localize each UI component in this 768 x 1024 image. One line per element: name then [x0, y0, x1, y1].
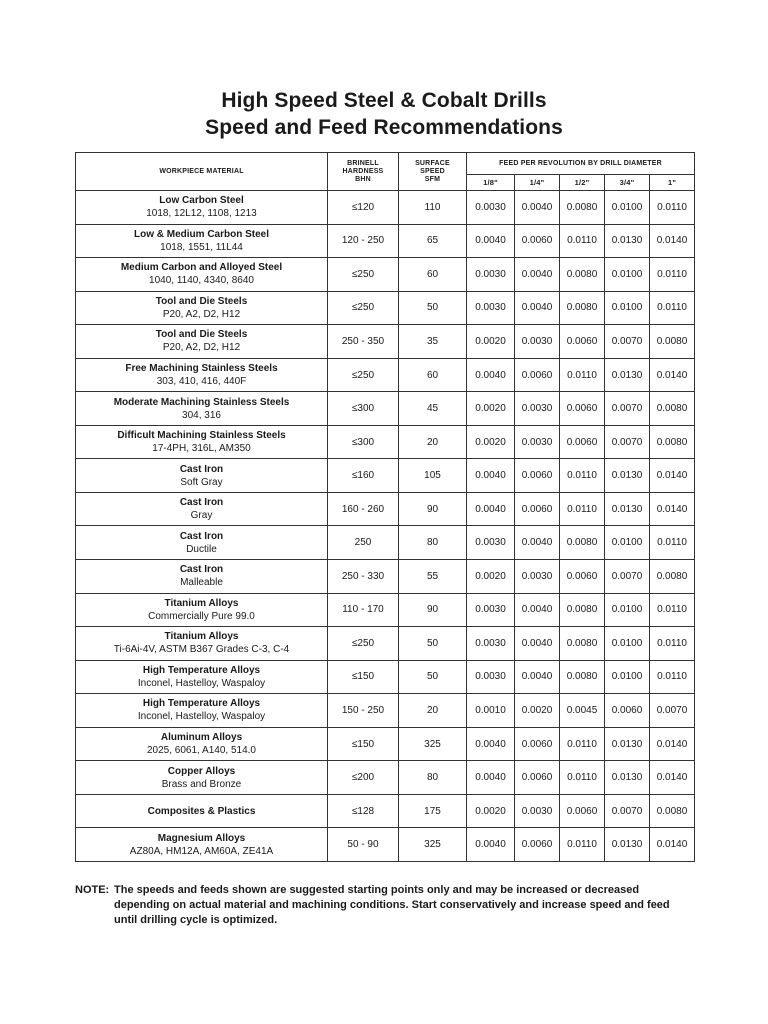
- material-cell: [76, 291, 328, 325]
- material-grades: 17-4PH, 316L, AM350: [152, 443, 251, 455]
- material-grades: Malleable: [180, 577, 223, 589]
- feed-cell: 0.0140: [650, 492, 695, 526]
- feed-cell: 0.0140: [650, 828, 695, 862]
- feed-cell: 0.0110: [650, 526, 695, 560]
- speed-feed-table: [75, 152, 695, 862]
- brinell-hardness-cell: ≤300: [328, 425, 399, 459]
- table-row: [76, 459, 695, 493]
- note-label: NOTE:: [75, 884, 110, 896]
- feed-cell: 0.0110: [650, 593, 695, 627]
- material-grades: 1018, 1551, 11L44: [160, 241, 243, 253]
- material-cell: [76, 828, 328, 862]
- material-name: Magnesium Alloys: [157, 832, 246, 844]
- brinell-hardness-cell: 110 - 170: [328, 593, 399, 627]
- feed-cell: 0.0060: [560, 560, 605, 594]
- feed-cell: 0.0060: [515, 459, 560, 493]
- feed-cell: 0.0100: [605, 526, 650, 560]
- feed-cell: 0.0030: [467, 660, 515, 694]
- material-name: High Temperature Alloys: [142, 664, 261, 676]
- material-cell: [76, 761, 328, 795]
- feed-cell: 0.0060: [515, 727, 560, 761]
- feed-cell: 0.0060: [560, 325, 605, 359]
- feed-cell: 0.0020: [467, 425, 515, 459]
- brinell-hardness-cell: ≤160: [328, 459, 399, 493]
- material-name: Cast Iron: [179, 497, 224, 509]
- header-brinell-line: BRINELL: [347, 159, 379, 167]
- feed-cell: 0.0130: [605, 492, 650, 526]
- material-grades: P20, A2, D2, H12: [162, 308, 241, 320]
- table-row: [76, 358, 695, 392]
- material-grades: Brass and Bronze: [161, 778, 242, 790]
- table-row: [76, 660, 695, 694]
- feed-cell: 0.0100: [605, 258, 650, 292]
- material-cell: [76, 325, 328, 359]
- feed-cell: 0.0040: [515, 627, 560, 661]
- feed-cell: 0.0110: [560, 358, 605, 392]
- feed-cell: 0.0060: [515, 761, 560, 795]
- table-row: [76, 694, 695, 728]
- feed-cell: 0.0100: [605, 627, 650, 661]
- feed-cell: 0.0030: [467, 627, 515, 661]
- material-name: Cast Iron: [179, 530, 224, 542]
- material-name: Tool and Die Steels: [155, 329, 248, 341]
- feed-cell: 0.0110: [650, 627, 695, 661]
- surface-speed-cell: 80: [399, 761, 467, 795]
- brinell-hardness-cell: ≤250: [328, 627, 399, 661]
- feed-cell: 0.0030: [515, 392, 560, 426]
- feed-cell: 0.0040: [467, 459, 515, 493]
- feed-cell: 0.0140: [650, 761, 695, 795]
- material-grades: Commercially Pure 99.0: [148, 610, 255, 622]
- feed-cell: 0.0060: [560, 794, 605, 828]
- table-row: [76, 560, 695, 594]
- feed-cell: 0.0110: [560, 761, 605, 795]
- material-name: Composites & Plastics: [147, 805, 256, 817]
- feed-cell: 0.0100: [605, 660, 650, 694]
- brinell-hardness-cell: 250 - 330: [328, 560, 399, 594]
- table-body: [76, 191, 695, 862]
- brinell-hardness-cell: 160 - 260: [328, 492, 399, 526]
- feed-cell: 0.0080: [560, 627, 605, 661]
- material-cell: [76, 191, 328, 225]
- feed-cell: 0.0030: [515, 325, 560, 359]
- table-row: [76, 325, 695, 359]
- feed-cell: 0.0060: [515, 828, 560, 862]
- header-diameter: 3/4": [605, 175, 650, 191]
- material-grades: Inconel, Hastelloy, Waspaloy: [137, 711, 266, 723]
- feed-cell: 0.0030: [467, 593, 515, 627]
- brinell-hardness-cell: ≤250: [328, 358, 399, 392]
- material-grades: P20, A2, D2, H12: [162, 342, 241, 354]
- feed-cell: 0.0100: [605, 593, 650, 627]
- feed-cell: 0.0040: [515, 258, 560, 292]
- table-row: [76, 828, 695, 862]
- feed-cell: 0.0100: [605, 191, 650, 225]
- header-brinell-line: BHN: [355, 175, 371, 183]
- surface-speed-cell: 50: [399, 660, 467, 694]
- surface-speed-cell: 325: [399, 828, 467, 862]
- brinell-hardness-cell: 120 - 250: [328, 224, 399, 258]
- material-name: Low & Medium Carbon Steel: [133, 228, 269, 240]
- feed-cell: 0.0080: [650, 325, 695, 359]
- feed-cell: 0.0100: [605, 291, 650, 325]
- feed-cell: 0.0040: [515, 660, 560, 694]
- feed-cell: 0.0110: [650, 258, 695, 292]
- material-grades: 304, 316: [182, 409, 221, 421]
- page-subtitle: Speed and Feed Recommendations: [205, 116, 563, 139]
- feed-cell: 0.0045: [560, 694, 605, 728]
- header-surface-line: SFM: [424, 175, 441, 183]
- surface-speed-cell: 55: [399, 560, 467, 594]
- table-row: [76, 291, 695, 325]
- material-cell: [76, 492, 328, 526]
- material-cell: [76, 660, 328, 694]
- material-grades: Ductile: [186, 543, 217, 555]
- feed-cell: 0.0080: [560, 526, 605, 560]
- material-cell: [76, 794, 328, 828]
- brinell-hardness-cell: ≤120: [328, 191, 399, 225]
- feed-cell: 0.0110: [560, 492, 605, 526]
- material-cell: [76, 392, 328, 426]
- feed-cell: 0.0060: [605, 694, 650, 728]
- brinell-hardness-cell: 50 - 90: [328, 828, 399, 862]
- feed-cell: 0.0080: [560, 291, 605, 325]
- material-grades: 1040, 1140, 4340, 8640: [149, 275, 254, 287]
- feed-cell: 0.0140: [650, 224, 695, 258]
- feed-cell: 0.0130: [605, 828, 650, 862]
- feed-cell: 0.0140: [650, 459, 695, 493]
- header-surface-speed: [399, 153, 467, 191]
- feed-cell: 0.0110: [650, 191, 695, 225]
- material-name: Titanium Alloys: [164, 631, 239, 643]
- material-cell: [76, 224, 328, 258]
- material-name: Cast Iron: [179, 564, 224, 576]
- feed-cell: 0.0070: [605, 425, 650, 459]
- feed-cell: 0.0040: [467, 828, 515, 862]
- brinell-hardness-cell: ≤300: [328, 392, 399, 426]
- header-diameter: 1": [650, 175, 695, 191]
- feed-cell: 0.0110: [650, 291, 695, 325]
- feed-cell: 0.0130: [605, 459, 650, 493]
- material-name: Cast Iron: [179, 463, 224, 475]
- surface-speed-cell: 45: [399, 392, 467, 426]
- material-name: Tool and Die Steels: [155, 295, 248, 307]
- material-grades: Inconel, Hastelloy, Waspaloy: [137, 677, 266, 689]
- feed-cell: 0.0080: [650, 425, 695, 459]
- table-row: [76, 224, 695, 258]
- feed-cell: 0.0040: [515, 526, 560, 560]
- surface-speed-cell: 80: [399, 526, 467, 560]
- feed-cell: 0.0130: [605, 727, 650, 761]
- brinell-hardness-cell: ≤128: [328, 794, 399, 828]
- surface-speed-cell: 35: [399, 325, 467, 359]
- material-name: Titanium Alloys: [164, 597, 239, 609]
- brinell-hardness-cell: 150 - 250: [328, 694, 399, 728]
- feed-cell: 0.0060: [560, 425, 605, 459]
- feed-cell: 0.0030: [467, 258, 515, 292]
- feed-cell: 0.0030: [467, 291, 515, 325]
- header-diameter: 1/4": [515, 175, 560, 191]
- surface-speed-cell: 175: [399, 794, 467, 828]
- surface-speed-cell: 105: [399, 459, 467, 493]
- feed-cell: 0.0040: [467, 224, 515, 258]
- header-brinell-hardness: [328, 153, 399, 191]
- feed-cell: 0.0020: [467, 794, 515, 828]
- feed-cell: 0.0030: [515, 425, 560, 459]
- feed-cell: 0.0110: [560, 224, 605, 258]
- feed-cell: 0.0010: [467, 694, 515, 728]
- material-cell: [76, 425, 328, 459]
- material-cell: [76, 593, 328, 627]
- feed-cell: 0.0110: [650, 660, 695, 694]
- feed-cell: 0.0040: [515, 291, 560, 325]
- table-row: [76, 425, 695, 459]
- note: [75, 883, 690, 928]
- table-row: [76, 627, 695, 661]
- material-cell: [76, 627, 328, 661]
- feed-cell: 0.0070: [650, 694, 695, 728]
- feed-cell: 0.0070: [605, 560, 650, 594]
- feed-cell: 0.0130: [605, 358, 650, 392]
- brinell-hardness-cell: ≤150: [328, 660, 399, 694]
- feed-cell: 0.0080: [560, 593, 605, 627]
- material-grades: Ti-6Ai-4V, ASTM B367 Grades C-3, C-4: [113, 644, 290, 656]
- surface-speed-cell: 20: [399, 694, 467, 728]
- surface-speed-cell: 50: [399, 627, 467, 661]
- header-workpiece-material: WORKPIECE MATERIAL: [76, 153, 328, 191]
- feed-cell: 0.0030: [515, 560, 560, 594]
- feed-cell: 0.0110: [560, 828, 605, 862]
- feed-cell: 0.0080: [560, 258, 605, 292]
- table-row: [76, 392, 695, 426]
- table-row: [76, 526, 695, 560]
- feed-cell: 0.0020: [467, 560, 515, 594]
- material-cell: [76, 358, 328, 392]
- feed-cell: 0.0020: [467, 325, 515, 359]
- surface-speed-cell: 110: [399, 191, 467, 225]
- feed-cell: 0.0040: [467, 727, 515, 761]
- brinell-hardness-cell: 250: [328, 526, 399, 560]
- feed-cell: 0.0130: [605, 224, 650, 258]
- material-name: Difficult Machining Stainless Steels: [117, 430, 286, 442]
- header-diameter: 1/8": [467, 175, 515, 191]
- brinell-hardness-cell: ≤200: [328, 761, 399, 795]
- surface-speed-cell: 50: [399, 291, 467, 325]
- material-name: Moderate Machining Stainless Steels: [113, 396, 290, 408]
- material-cell: [76, 560, 328, 594]
- feed-cell: 0.0020: [515, 694, 560, 728]
- feed-cell: 0.0140: [650, 358, 695, 392]
- header-diameter: 1/2": [560, 175, 605, 191]
- material-grades: 2025, 6061, A140, 514.0: [147, 745, 256, 757]
- material-grades: AZ80A, HM12A, AM60A, ZE41A: [129, 845, 274, 857]
- feed-cell: 0.0030: [515, 794, 560, 828]
- material-cell: [76, 459, 328, 493]
- material-cell: [76, 526, 328, 560]
- feed-cell: 0.0040: [515, 593, 560, 627]
- header-surface-line: SPEED: [420, 167, 445, 175]
- surface-speed-cell: 65: [399, 224, 467, 258]
- material-name: High Temperature Alloys: [142, 698, 261, 710]
- note-text: The speeds and feeds shown are suggested starting points only and may be increased or decreased depending on actual material and machining conditions. Start conservatively and increase speed and feed until drilling cycle is optimized.: [114, 884, 670, 926]
- brinell-hardness-cell: ≤250: [328, 291, 399, 325]
- material-name: Copper Alloys: [167, 765, 236, 777]
- brinell-hardness-cell: 250 - 350: [328, 325, 399, 359]
- table-row: [76, 593, 695, 627]
- material-cell: [76, 258, 328, 292]
- feed-cell: 0.0070: [605, 325, 650, 359]
- table-row: [76, 258, 695, 292]
- feed-cell: 0.0070: [605, 794, 650, 828]
- feed-cell: 0.0080: [560, 191, 605, 225]
- feed-cell: 0.0080: [560, 660, 605, 694]
- brinell-hardness-cell: ≤150: [328, 727, 399, 761]
- brinell-hardness-cell: ≤250: [328, 258, 399, 292]
- material-grades: 1018, 12L12, 1108, 1213: [146, 208, 257, 220]
- page-title: High Speed Steel & Cobalt Drills: [221, 89, 547, 112]
- feed-cell: 0.0020: [467, 392, 515, 426]
- table-row: [76, 727, 695, 761]
- material-name: Free Machining Stainless Steels: [125, 363, 278, 374]
- material-cell: [76, 694, 328, 728]
- header-feed-per-revolution: FEED PER REVOLUTION BY DRILL DIAMETER: [467, 153, 695, 175]
- table-row: [76, 794, 695, 828]
- feed-cell: 0.0110: [560, 459, 605, 493]
- surface-speed-cell: 90: [399, 492, 467, 526]
- feed-cell: 0.0080: [650, 392, 695, 426]
- material-grades: Soft Gray: [180, 476, 223, 488]
- header-brinell-line: HARDNESS: [342, 167, 384, 175]
- feed-cell: 0.0140: [650, 727, 695, 761]
- material-grades: 303, 410, 416, 440F: [156, 376, 247, 387]
- feed-cell: 0.0030: [467, 191, 515, 225]
- feed-cell: 0.0030: [467, 526, 515, 560]
- material-name: Low Carbon Steel: [159, 195, 244, 207]
- material-cell: [76, 727, 328, 761]
- feed-cell: 0.0040: [467, 358, 515, 392]
- feed-cell: 0.0040: [467, 761, 515, 795]
- material-name: Aluminum Alloys: [160, 732, 243, 744]
- feed-cell: 0.0060: [515, 492, 560, 526]
- feed-cell: 0.0080: [650, 794, 695, 828]
- surface-speed-cell: 20: [399, 425, 467, 459]
- header-surface-line: SURFACE: [415, 159, 450, 167]
- table-row: [76, 761, 695, 795]
- feed-cell: 0.0060: [560, 392, 605, 426]
- feed-cell: 0.0130: [605, 761, 650, 795]
- feed-cell: 0.0060: [515, 224, 560, 258]
- feed-cell: 0.0080: [650, 560, 695, 594]
- feed-cell: 0.0060: [515, 358, 560, 392]
- material-grades: Gray: [190, 510, 213, 522]
- surface-speed-cell: 60: [399, 258, 467, 292]
- feed-cell: 0.0110: [560, 727, 605, 761]
- feed-cell: 0.0040: [467, 492, 515, 526]
- surface-speed-cell: 90: [399, 593, 467, 627]
- surface-speed-cell: 325: [399, 727, 467, 761]
- table-row: [76, 191, 695, 225]
- table-row: [76, 492, 695, 526]
- material-name: Medium Carbon and Alloyed Steel: [120, 262, 283, 274]
- surface-speed-cell: 60: [399, 358, 467, 392]
- feed-cell: 0.0040: [515, 191, 560, 225]
- feed-cell: 0.0070: [605, 392, 650, 426]
